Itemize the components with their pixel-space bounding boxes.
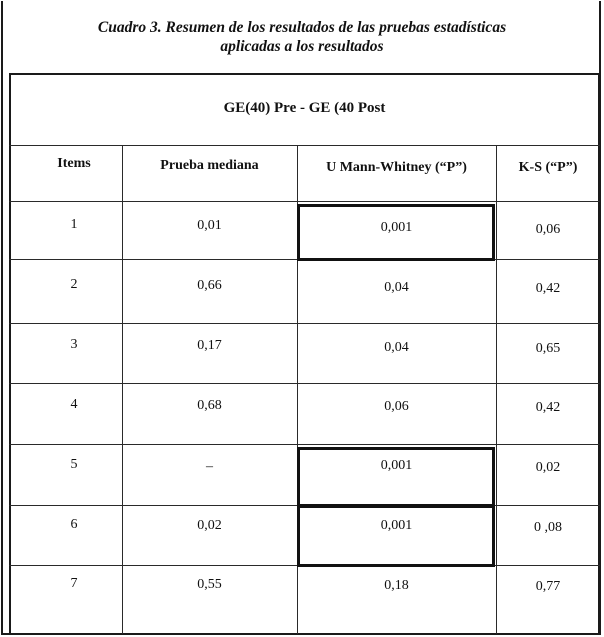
cell-mediana: 0,66 [197, 278, 222, 293]
cell-ks: 0,77 [535, 579, 561, 594]
header-mann-whitney: U Mann-Whitney (“P”) [326, 160, 467, 175]
cell-ks: 0,42 [535, 281, 561, 296]
cell-mann-whitney: 0,001 [380, 518, 413, 533]
table-title: GE(40) Pre - GE (40 Post [223, 100, 386, 116]
cell-mediana: 0,17 [197, 338, 222, 353]
cell-ks: 0 ,08 [534, 520, 562, 535]
header-ks: K-S (“P”) [518, 160, 578, 175]
cell-mediana: – [206, 459, 213, 474]
cell-mann-whitney: 0,001 [380, 458, 413, 473]
cell-item: 7 [70, 576, 78, 591]
cell-item: 1 [70, 217, 78, 232]
caption-line-1: Cuadro 3. Resumen de los resultados de las pruebas estadísticas [97, 19, 507, 36]
cell-ks: 0,06 [535, 222, 561, 237]
cell-item: 5 [70, 457, 78, 472]
cell-item: 2 [70, 277, 78, 292]
highlight-box [297, 447, 495, 507]
cell-mann-whitney: 0,04 [384, 340, 409, 355]
cell-mediana: 0,55 [197, 577, 222, 592]
table-caption [0, 18, 604, 56]
cell-mediana: 0,02 [197, 518, 222, 533]
grid-line [496, 145, 497, 634]
grid-line [9, 444, 600, 445]
highlight-box [297, 505, 495, 567]
caption-line-2: aplicadas a los resultados [220, 38, 384, 55]
cell-mann-whitney: 0,18 [384, 578, 409, 593]
cell-ks: 0,02 [535, 460, 561, 475]
cell-mann-whitney: 0,06 [384, 399, 409, 414]
header-items: Items [57, 156, 91, 171]
grid-line [9, 145, 600, 146]
cell-mann-whitney: 0,001 [380, 220, 413, 235]
grid-line [9, 201, 600, 202]
cell-mann-whitney: 0,04 [384, 280, 409, 295]
header-mediana: Prueba mediana [160, 158, 259, 173]
cell-ks: 0,65 [535, 341, 561, 356]
cell-item: 6 [70, 517, 78, 532]
cell-mediana: 0,68 [197, 398, 222, 413]
cell-ks: 0,42 [535, 400, 561, 415]
cell-item: 4 [70, 397, 78, 412]
grid-line [9, 383, 600, 384]
grid-line [9, 323, 600, 324]
cell-item: 3 [70, 337, 78, 352]
cell-mediana: 0,01 [197, 218, 222, 233]
